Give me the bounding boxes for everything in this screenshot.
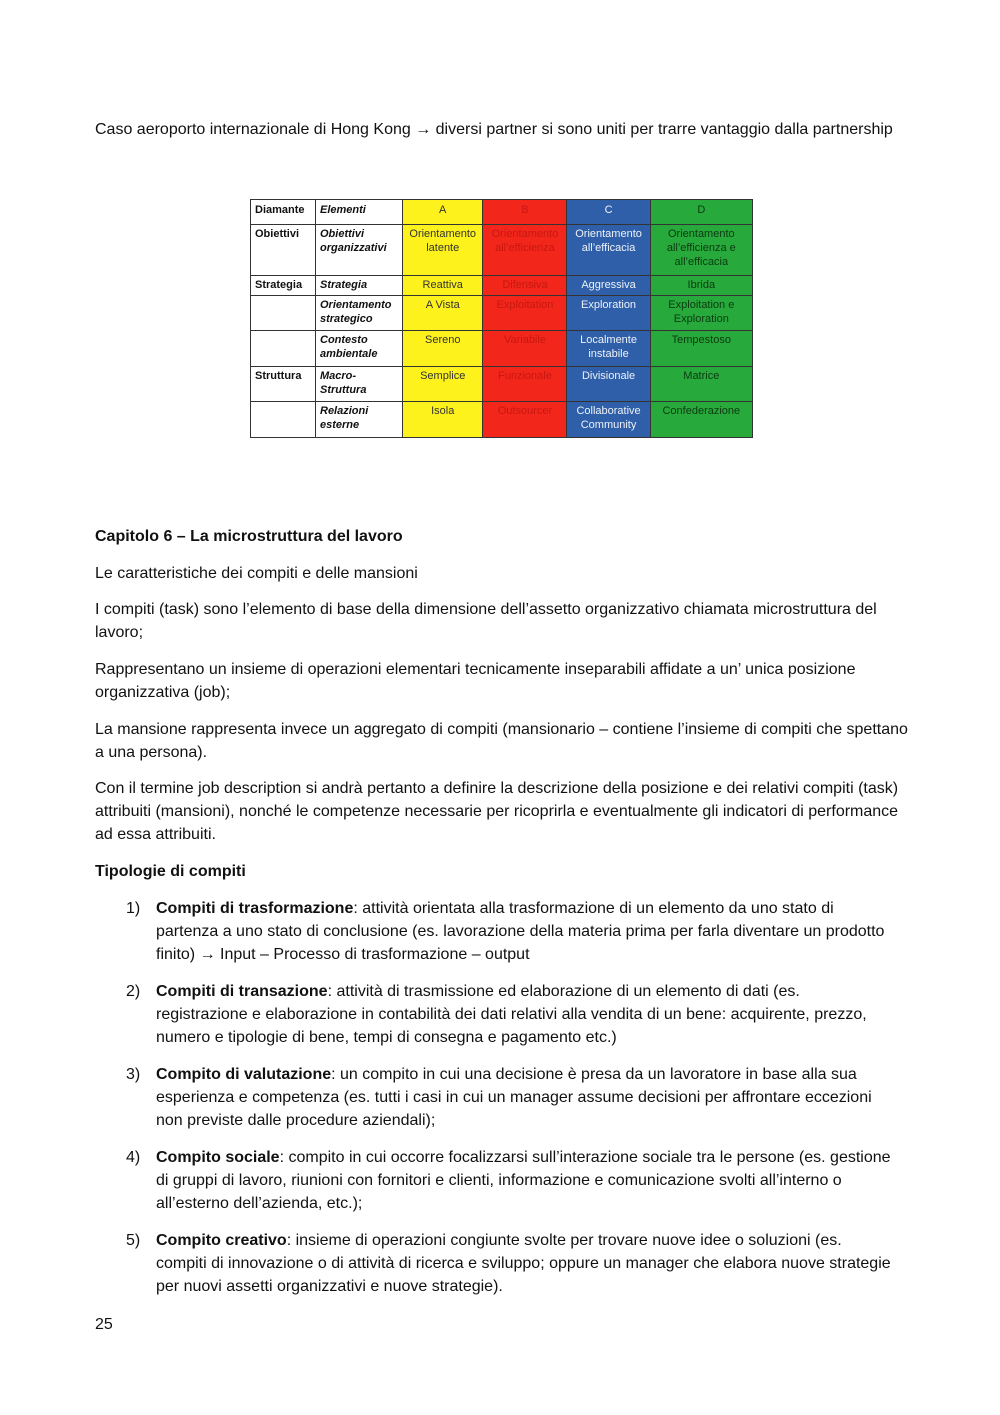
row-element: Contesto ambientale — [316, 331, 403, 367]
table-row — [251, 331, 753, 367]
cell-a: Reattiva — [403, 275, 483, 295]
table-row — [251, 402, 753, 438]
item-number: 5) — [126, 1232, 141, 1249]
cell-d: Orientamento all’efficienza e all’efficacia — [650, 225, 752, 276]
item-text: : attività orientata alla trasformazione di un elemento da uno stato di partenza a uno stato di conclusione (es. lavorazione della materia prima per farla diventare un prodotto finito) → Input – Processo di trasformazione – output — [156, 900, 885, 963]
chapter-title: Capitolo 6 – La microstruttura del lavoro — [95, 528, 403, 545]
item-text: : insieme di operazioni congiunte svolte per trovare nuove idee o soluzioni (es. compiti di innovazione o di attività di ricerca e sviluppo; oppure un manager che elabora nuove strategie per nuovi assetti organizzativi e nuove strategie). — [156, 1232, 891, 1295]
item-text: : un compito in cui una decisione è presa da un lavoratore in base alla sua esperienza e competenza (es. tutti i casi in cui un manager assume decisioni per affrontare eccezioni non previste dalle procedure aziendali); — [156, 1066, 872, 1129]
cell-c: Collaborative Community — [567, 402, 650, 438]
types-heading: Tipologie di compiti — [95, 863, 246, 880]
cell-c: Exploration — [567, 295, 650, 331]
row-group: Strategia — [251, 275, 316, 295]
table-header-row — [251, 200, 753, 225]
list-item — [95, 1229, 895, 1298]
row-element: Macro-Struttura — [316, 366, 403, 402]
list-item — [95, 1146, 895, 1215]
row-group — [251, 402, 316, 438]
paragraph: I compiti (task) sono l’elemento di base della dimensione dell’assetto organizzativo chiamata microstruttura del lavoro; — [95, 601, 877, 641]
item-number: 1) — [126, 900, 141, 917]
cell-b: Outsourcer — [483, 402, 567, 438]
header-diamante: Diamante — [251, 200, 316, 225]
cell-b: Funzionale — [483, 366, 567, 402]
header-b: B — [483, 200, 567, 225]
row-group: Struttura — [251, 366, 316, 402]
cell-c: Aggressiva — [567, 275, 650, 295]
cell-d: Tempestoso — [650, 331, 752, 367]
cell-c: Orientamento all’efficacia — [567, 225, 650, 276]
cell-b: Difensiva — [483, 275, 567, 295]
cell-d: Confederazione — [650, 402, 752, 438]
table-row — [251, 366, 753, 402]
row-group — [251, 331, 316, 367]
cell-d: Ibrida — [650, 275, 752, 295]
row-group — [251, 295, 316, 331]
item-text: : compito in cui occorre focalizzarsi sull’interazione sociale tra le persone (es. gestione di gruppi di lavoro, riunioni con fornitori e clienti, informazione e comunicazione svolti all’interno o all’esterno dell’azienda, etc.); — [156, 1149, 891, 1212]
cell-c: Divisionale — [567, 366, 650, 402]
cell-b: Variabile — [483, 331, 567, 367]
cell-a: Orientamento latente — [403, 225, 483, 276]
list-item — [95, 980, 895, 1049]
row-element: Obiettivi organizzativi — [316, 225, 403, 276]
header-a: A — [403, 200, 483, 225]
cell-a: Isola — [403, 402, 483, 438]
header-d: D — [650, 200, 752, 225]
table-row — [251, 295, 753, 331]
cell-d: Matrice — [650, 366, 752, 402]
table-row — [251, 225, 753, 276]
cell-b: Exploitation — [483, 295, 567, 331]
cell-b: Orientamento all’efficienza — [483, 225, 567, 276]
row-element: Relazioni esterne — [316, 402, 403, 438]
table-row — [251, 275, 753, 295]
cell-a: Semplice — [403, 366, 483, 402]
item-number: 3) — [126, 1066, 141, 1083]
item-text: : attività di trasmissione ed elaborazione di un elemento di dati (es. registrazione e elaborazione in contabilità dei dati relativi alla vendita di un bene: acquirente, prezzo, numero e tipologie di bene, tempi di consegna e pagamento etc.) — [156, 983, 867, 1046]
row-element: Orientamento strategico — [316, 295, 403, 331]
item-number: 2) — [126, 983, 141, 1000]
cell-a: A Vista — [403, 295, 483, 331]
item-term: Compito di valutazione — [156, 1066, 332, 1083]
paragraph: La mansione rappresenta invece un aggregato di compiti (mansionario – contiene l’insieme di compiti che spettano a una persona). — [95, 721, 908, 761]
cell-d: Exploitation e Exploration — [650, 295, 752, 331]
page-number: 25 — [95, 1316, 113, 1333]
item-number: 4) — [126, 1149, 141, 1166]
section-subtitle: Le caratteristiche dei compiti e delle mansioni — [95, 565, 418, 582]
intro-paragraph: Caso aeroporto internazionale di Hong Kong → diversi partner si sono uniti per trarre vantaggio dalla partnership — [95, 121, 893, 138]
cell-c: Localmente instabile — [567, 331, 650, 367]
row-element: Strategia — [316, 275, 403, 295]
item-term: Compiti di trasformazione — [156, 900, 354, 917]
row-group: Obiettivi — [251, 225, 316, 276]
header-c: C — [567, 200, 650, 225]
item-term: Compiti di transazione — [156, 983, 328, 1000]
item-term: Compito sociale — [156, 1149, 280, 1166]
header-elementi: Elementi — [316, 200, 403, 225]
list-item — [95, 897, 895, 966]
cell-a: Sereno — [403, 331, 483, 367]
diamond-table — [250, 199, 753, 438]
list-item — [95, 1063, 895, 1132]
task-types-list — [95, 897, 895, 1312]
item-term: Compito creativo — [156, 1232, 287, 1249]
paragraph: Con il termine job description si andrà pertanto a definire la descrizione della posizione e dei relativi compiti (task) attribuiti (mansioni), nonché le competenze necessarie per ricoprirla e eventualmente gli indicatori di performance ad essa attribuiti. — [95, 780, 899, 843]
paragraph: Rappresentano un insieme di operazioni elementari tecnicamente inseparabili affidate a un’ unica posizione organizzativa (job); — [95, 661, 856, 701]
